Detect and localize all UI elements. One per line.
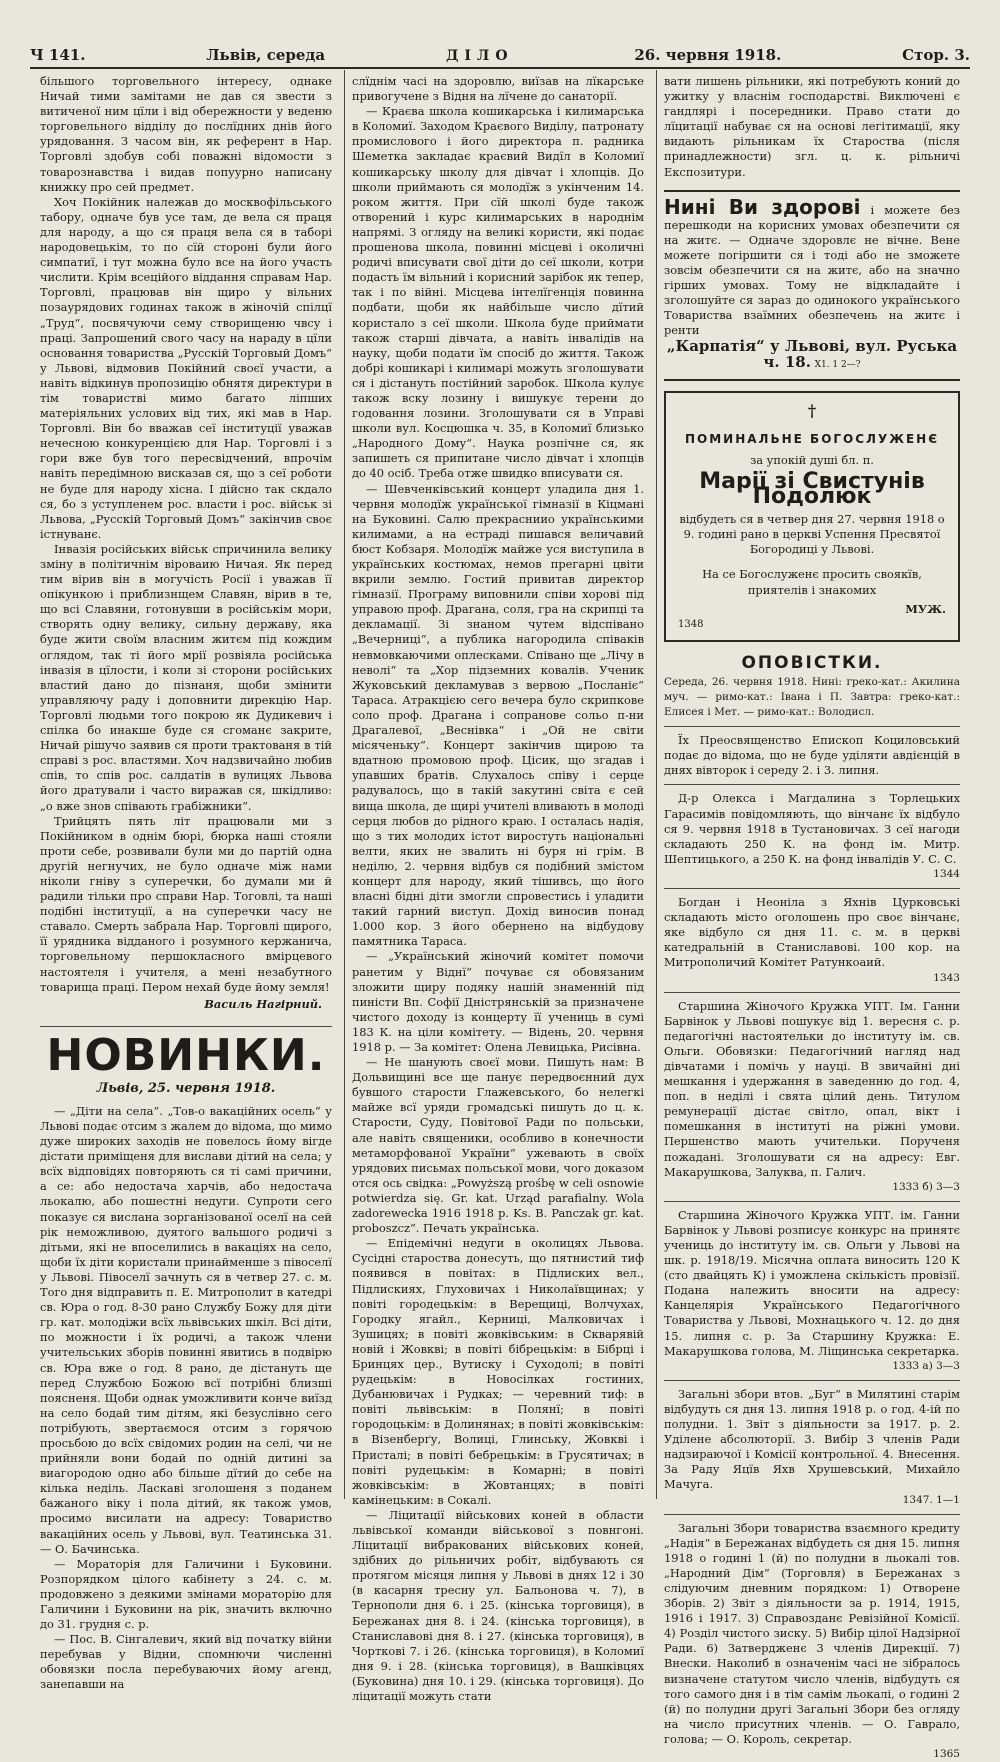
ad-code: Х1. 1 2—? bbox=[814, 359, 861, 370]
notice-item: Д-р Олекса і Магдалина з Торлецьких Гарасимів повідомляють, що вінчанє їх відбуло ся 9. червня 1918 в Тустановичах. З сеї нагоди складають 250 К. на фонд ім. Митр. Шептицького, а 250 К. на фонд інвалідів У. С. С. 1344 bbox=[664, 791, 960, 880]
page-number: Стор. 3. bbox=[902, 46, 970, 64]
memorial-number: 1348 bbox=[678, 618, 704, 630]
memorial-name: Марії зі Свистунів Подолюк bbox=[699, 468, 925, 510]
news-item: слїднім часі на здоровлю, виїзав на лїкарське привогучене з Відня на лїчене до санаторії. bbox=[352, 74, 644, 104]
column-rule bbox=[344, 70, 345, 1499]
news-item: — Не шанують своєї мови. Пишуть нам: В Дольвищині все ще панує передвоєнний дух бувшого старости Глажевського, бо нелегкі майже всї уряди громадські пишуть до ц. к. Старости, Суду, Повітової Ради по польськи, але навіть священики, особливо в конечности метаморфованої України“ ужевають в своїх урядових письмах польської мови, чого доказом отся ось свідка: „Powyższą prośbę w celi osnowie potwierdza się. Gr. kat. Urząd parafialny. Wola zadorewecka 1916 1918 p. Ks. B. Panczak gr. kat. proboszcz“. Печать українська. bbox=[352, 1055, 644, 1236]
issue-date: 26. червня 1918. bbox=[634, 46, 782, 64]
cross-icon: † bbox=[807, 400, 817, 420]
news-item: — „Український жіночий комітет помочи ранетим у Віднї“ почуває ся обовязаним зложити щиру подяку нашій знаменній під пиністи Вп. Софії Дністрянській за призначене чистого доходу із концерту її учениць в сумі 183 К. на ціли комітету. — Відень, 20. червня 1918 р. — За комітет: Олена Левицька, Рисівна. bbox=[352, 949, 644, 1054]
memorial-details: відбудеть ся в четвер дня 27. червня 1918 о 9. годині рано в церкві Успення Пресвятої Богородиці у Львові. bbox=[679, 512, 945, 557]
column-1 bbox=[40, 74, 332, 1692]
insurance-advertisement bbox=[664, 190, 960, 381]
issue-number: Ч 141. bbox=[30, 46, 86, 64]
notice-item: Загальні Збори товариства взаємного кредиту „Надія“ в Бережанах відбудеть ся дня 15. липня 1918 о годині 1 (й) по полудни в льокалі тов. „Народний Дім“ (Торговля) в Бережанах з слідуючим дневним порядком: 1) Отворене Зборів. 2) Звіт з діяльности за р. 1914, 1915, 1916 і 1917. 3) Справозданє Ревізійної Комісії. 4) Розділ чистого зиску. 5) Вибір цілої Надзірної Ради. 6) Затвердженє 3 членів Дирекції. 7) Внески. Наколиб в означенім часі не зібралось визначене статутом число членів, відбудуть ся того самого дня і в тім самім льокалі, о годині 2 (й) по полудни другі Загальні Збори без огляду на число присутних членів. — О. Гаврало, голова; — О. Король, секретар. 1365 bbox=[664, 1520, 960, 1760]
news-item: — Ліцитації військових коней в области львівської команди військової з повнгоні. Ліцитації вибракованих військових коней, здібних до рільничих робіт, відбувають ся протягом місяця липня у Львові в днях 12 і 30 (в касарня тресну ул. Бальонова ч. 7), в Тернополи дня 6. і 25. (кінська торговиця), в Бережанах дня 8. і 24. (кінська торговиця), в Станиславові дня 8. і 27. (кінська торговиця), в Чорткові 7. і 26. (кінська торговиця), в Коломиї дня 9. і 28. (кінська торговиця), в Вашківцях (Буковина) дня 10. і 29. (кінська торговиця). До ліцитації можуть стати bbox=[352, 1507, 644, 1704]
article-paragraph: Трийцять пять літ працювали ми з Покійником в однім бюрі, бюрка наші стояли проти себе, розвивали були ми до партій одна другій негнучих, не було одначе між нами ніколи гніву з суперечки, бо думали ми й радили тільки про справи Нар. Тоговлі, та наші подібні інституції, а на суперечки часу не ставало. Смерть забрала Нар. Торговлі щирого, її урядника відданого і розумного кержанича, торговельному першокласного вмірцевого настоятеля і учителя, а мені незабутного товарища праці. Пером нехай буде йому земля! bbox=[40, 813, 332, 994]
memorial-for-soul: за упокій душі бл. п. bbox=[750, 452, 874, 467]
memorial-invite: На се Богослуженє просить своякїв, приятелів і знакомих bbox=[702, 567, 922, 597]
notice-item: Старшина Жіночого Кружка УПТ. Ім. Ганни Барвінок у Львові пошукує від 1. вересня с. р. педагогічні настоятельки до інституту ім. св. Ольги. Обовязки: Педагогічний нагляд над дівчатами і помічь у науці. В звичайні дні мешкання і удержання в заведенню до год. 4, поп. в неділі і свята цілий день. Титулом ремунерації дістає світло, опал, вікт і помешкання в інституті на ріжні умови. Першенство мають учительки. Порученя пожадані. Зголошувати ся на адресу: Евг. Макарушкова, Залуква, п. Галич. 1333 б) 3—3 bbox=[664, 998, 960, 1193]
notice-item: Старшина Жіночого Кружка УПТ. ім. Ганни Барвінок у Львові розписує конкурс на принятє учениць до інституту ім. св. Ольги у Львові на шк. р. 1918/19. Місячна оплата виносить 120 К (сто двайцять К) і уможлена скількість провізії. Подана належить вносити на адресу: Канцелярія Українського Педагогічного Товариства у Львові, Мохнацького ч. 12. до дня 15. липня с. р. За Старшину Кружка: Е. Макарушкова голова, М. Ліщинська секретарка. 1333 а) 3—3 bbox=[664, 1207, 960, 1372]
notice-item: Богдан і Неоніла з Яхнів Цурковські складають місто оголошень про своє вінчанє, яке відбуло ся дня 11. с. м. в церкві катедральній в Станиславові. 100 кор. на Митрополичий Комітет Ратункоаий. 1343 bbox=[664, 895, 960, 984]
newspaper-title: ДІЛО bbox=[445, 48, 514, 64]
article-signature: Василь Нагірний. bbox=[204, 996, 322, 1011]
place-day: Львів, середа bbox=[206, 46, 326, 64]
ad-brand: „Карпатія“ у Львові, вул. Руська ч. 18. bbox=[666, 336, 958, 371]
notices-heading: ОПОВІСТКИ. bbox=[741, 652, 883, 673]
news-item: — Мораторія для Галичини і Буковини. Розпорядком цілого кабінету з 24. с. м. продовжено з деякими змінами мораторію для Галичини і Буковини на рік, значить включно до 31. грудня с. р. bbox=[40, 1556, 332, 1632]
news-item: — Пос. В. Сінгалевич, який від початку війни перебував у Відни, спомнючи численні обовязки посла перебуваючих йому агенд, занепавши на bbox=[40, 1632, 332, 1692]
news-item: вати лишень рільники, які потребують коний до ужитку у власнім господарстві. Виключені є гандлярі і посередники. Право стати до лїцитації набуває ся на основі легітимації, яку видають рільникам їх Староства (після принадлежности) згл. ц. к. рільничі Експозитури. bbox=[664, 74, 960, 179]
article-paragraph: Інвазія російських військ спричинила велику зміну в політичнім віроваию Ничая. Як перед тим вірив він в могучість Росії і уважав її опікункою і приблизнщем Славян, вірив в те, що всі Славяни, готонувши в російськім мори, створять одну велику, сильну державу, яка буде жити своїм власним житєм під кождим оглядом, так ті його мрії розвіяла російська інвазія в цїлости, і коли зі сторони російських властий дано до пізнаня, щоби змінити управляючу раду і доповнити дирекцію Нар. Торговлі людьми того покрою як Дудикевич і спілка бо инакше буде ся сгоманє закрите, Ничай рішучо заявив ся проти трактованя в тій справі з рос. властями. Хоч надзвичайно любив спів, то спів рос. салдатів в вулицях Львова його дратували і часто виражав ся, шкідливо: „о вже знов співають грабіжники“. bbox=[40, 541, 332, 813]
news-item: — „Діти на села“. „Тов-о вакаційних осель“ у Львові подає отсим з жалем до відома, що мимо дуже широких заходів не повелось йому вігде дістати приміщеня для вислави дітий на села; у всїх відповідях повторяють ся ті самі причини, а се: або недостача харчів, або недостача льокалю, або пошестні недуги. Супроти сего показує ся вислана зорганізованої оселї на сей рік неможливою, дуятого вальшого родичі з дітьми, які не впоселились в вакаціях на село, щоби їх діти користали принайменше з півоселї у Львові. Півоселї зачнуть ся в четвер 27. с. м. Того дня відправить п. Е. Митрополит в катедрі св. Юра о год. 8-30 рано Службу Божу для діти гр. кат. молодіжи всїх львівських шкіл. Всі діти, по можности і їх родичі, а також члени учительських зборів повинні явитись в подвірю св. Юра вже о год. 8 рано, де дістануть ще перед Службою Божою всї потрібні близші поясненя. Щоби однак уможливити конче виїзд на село бодай тим дітям, які безуслівно сего потрібують, звертаємося отсим з горячою просьбою до всїх свідомих родин на селі, чи не прийняли вони бодай по одній дитині за виагородою одно або більше дїтий до себе на кілька неділь. Ласкаві зголошеня з поданем бажаного віку і пола дітий, як також умов, просимо висилати на адресу: Товариство вакаційних осель у Львові, вул. Театинська 31. — О. Бачинська. bbox=[40, 1103, 332, 1556]
article-paragraph: Хоч Покійник належав до москвофільського табору, одначе був усе там, де вела ся праця для народу, а що ся праця вела ся в таборі народовецькім, то по сїй стороні були його симпатиї, і тут можна було все на його участь числити. Крім всеційого віддання справам Нар. Торговлі, працював він щиро у вільних позаурядових годинах також в жіночій спілцї „Труд“, посвячуючи сему створищеню чвсу і праці. Запрошений свого часу на нараду в цїли основання товариства „Русскій Торговый Домъ“ у Львові, відмовив Покійний своєї участи, а навіть відкинув пропозицію обнятя директури в тім товаристві мимо багато ліпших матеріяльних услових від тих, які мав в Нар. Торговлі. Він бо вважав сеї інституції уважав нечесною конкуренцією для Нар. Торговлі і з гори вже був того пересвідчений, впрочім навіть передімною висказав ся, що з сеї роботи не буде для народу хісна. І дійсно так скдало ся, бо з уступленем рос. власти і рос. військ зі Львова, „Русскій Торговый Домъ“ закінчив своє істнуванє. bbox=[40, 194, 332, 541]
section-masthead: НОВИНКИ. bbox=[40, 1026, 332, 1079]
memorial-notice bbox=[664, 391, 960, 642]
column-2 bbox=[352, 74, 644, 1704]
news-item: — Шевченківський концерт уладила дня 1. червня молодїж української гімназії в Кіцмані на Буковині. Салю прекрасниио українськими килимами, а на естраді пишався величавий бюст Кобзаря. Молодїж майже уся виступила в українських костюмах, немов прегарні цвіти вкрили землю. Гостий привитав директор гімназії. Програму виповнили співи хорові під управою проф. Драгана, соля, гра на скрипці та декламації. Зі знаном чутем відспівано „Вечерниці“, а публика нагородила співаків невмовкаючими оплесками. Співано ще „Лічу в неволі“ та „Хор підземних ковалів. Ученик Жуковський декламував з вервою „Посланіє“ Тараса. Атракцією сего вечера було скрипкове соло проф. Драгана і сопранове сольо п-ни Драгалевої, „Веснівка“ і „Ой не світи місяченьку“. Концерт закінчив щирою та вдатною промовою проф. Цісик, що згадав і упавших братів. Слухалось співу і серце радувалось, що в такій закутині світа є сей вища школа, де щирі учителі вливають в молоді серця любов до рідного краю. І осталась надія, що з тих молодих істот виростуть національні велти, яких не звалить ні буря ні грім. В неділю, 2. червня відбув ся подібний змістом концерт для народу, який тішивсь, що його власні бідні діти змогли спровестись і уладити такий гарний виступ. Дохід виносив понад 1.000 кор. З його обернено на відбудову памятника Тараса. bbox=[352, 481, 644, 949]
notice-item: Загальні збори втов. „Буг“ в Милятині старім відбудуть ся дня 13. липня 1918 р. о год. 4-ій по полудни. 1. Звіт з діяльности за 1917. р. 2. Уділене абсолюторії. 3. Вибір 3 членів Ради надзираючої і Комісії контрольної. 4. Внесення. За Раду Яцїв Яхв Хрушевський, Михайло Мачуга. 1347. 1—1 bbox=[664, 1386, 960, 1506]
ad-text: і можете без перешкоди на корисних умовах обезпечити ся на житє. — Одначе здоровлє не вічне. Вене можете погіршити ся і тоді або не зможете зовсім обезпечити ся на житє, або на значно гірших умовах. Тому не відкладайте і зголошуйте ся зараз до одинокого українського Товариства взаїмних обезпечень на житє і ренти bbox=[664, 202, 961, 338]
memorial-signed: МУЖ. bbox=[905, 601, 946, 616]
ad-headline: Нині Ви здорові bbox=[664, 194, 861, 219]
news-item: — Епідемічні недуги в околицях Львова. Сусідні староства донесуть, що пятнистий тиф появився в повітах: в Підлиских вел., Підлискиях, Глуховичах і Николаївщинах; у повіті городецькім: в Верещиці, Волчухах, Городку ягайл., Керниці, Малковичах і Зушицях; в повіті жовківським: в Скварявій новій і Жовкві; в повіті бібрецькім: в Бібрці і Бринцях цер., Вутиску і Суходолі; в повіті рудецькім: в Новосілках гостиних, Дубанювичах і Рудках; — черевний тиф: в повіті львівськім: в Полянї; в повіті городоцькім: в Долинянах; в повіті жовківськім: в Візенберґу, Волиці, Глинську, Жовкві і Присталі; в повіті бебрецькім: в Грусятичах; в повіті рудецькім: в Комарні; в повіті жовківськім: в Жовтанцях; в повіті камінецьким: в Сокалі. bbox=[352, 1236, 644, 1507]
news-item: — Краєва школа кошикарська і килимарська в Коломиї. Заходом Краєвого Виділу, патронату промислового і його директора п. радника Шеметка закладає краєвий Видїл в Коломиї кошикарську школу для дівчат і хлопців. До школи приймають ся молодїж з укінченим 14. роком життя. При сїй школі буде також отворений і курс килимарських в народнім напрямі. З огляду на великі користи, які подає прошенова школа, повинні місцеві і околичні родичі вписувати свої діти до сеї школи, котри подасть їм вільний і корисний зарібок як тепер, так і по війні. Місцева інтелїгенція повинна подбати, щоби як найбільше число дїтий користало з сеї школи. Школа буде приймати також старші дівчата, а навіть інвалідів на науку, щоби подати їм спосіб до життя. Також добрі кошикарі і килимарі можуть зголошувати ся і дістануть постійний заробок. Школа кулує також вску лозину і вишукує терени до годовання лозини. Зголошувати ся в Управі школи вул. Косцюшка ч. 35, в Коломиї близько „Народного Дому“. Наука розпічне ся, як запишеть ся припитане число дівчат і хлопців до 40 осіб. Треба отже швидко вписувати ся. bbox=[352, 104, 644, 481]
section-dateline: Львів, 25. червня 1918. bbox=[96, 1080, 276, 1096]
page-header bbox=[30, 42, 970, 69]
article-paragraph: більшого торговельного інтересу, однаке Ничай тими замітами не дав ся звести з витиченої ним цїли і від обережности у веденю торговельного відділу до послїдних днів його урядовання. З часом він, як референт в Нар. Торговлі здобув собі поважні відомости з товарознавства і видав попуурно написану книжку про сей предмет. bbox=[40, 74, 332, 194]
church-calendar: Середа, 26. червня 1918. Нині: греко-кат.: Акилина муч. — римо-кат.: Івана і П. Завтра: греко-кат.: Елисея і Мет. — римо-кат.: Володисл. bbox=[664, 675, 960, 719]
memorial-title: ПОМИНАЛЬНЕ БОГОСЛУЖЕНЄ bbox=[684, 431, 940, 446]
column-rule bbox=[656, 70, 657, 1499]
column-3 bbox=[664, 74, 961, 1760]
notice-item: Їх Преосвященство Епископ Коциловський подає до відома, що не буде уділяти авдієнцій в днях вівторок і середу 2. і 3. липня. bbox=[664, 733, 960, 778]
